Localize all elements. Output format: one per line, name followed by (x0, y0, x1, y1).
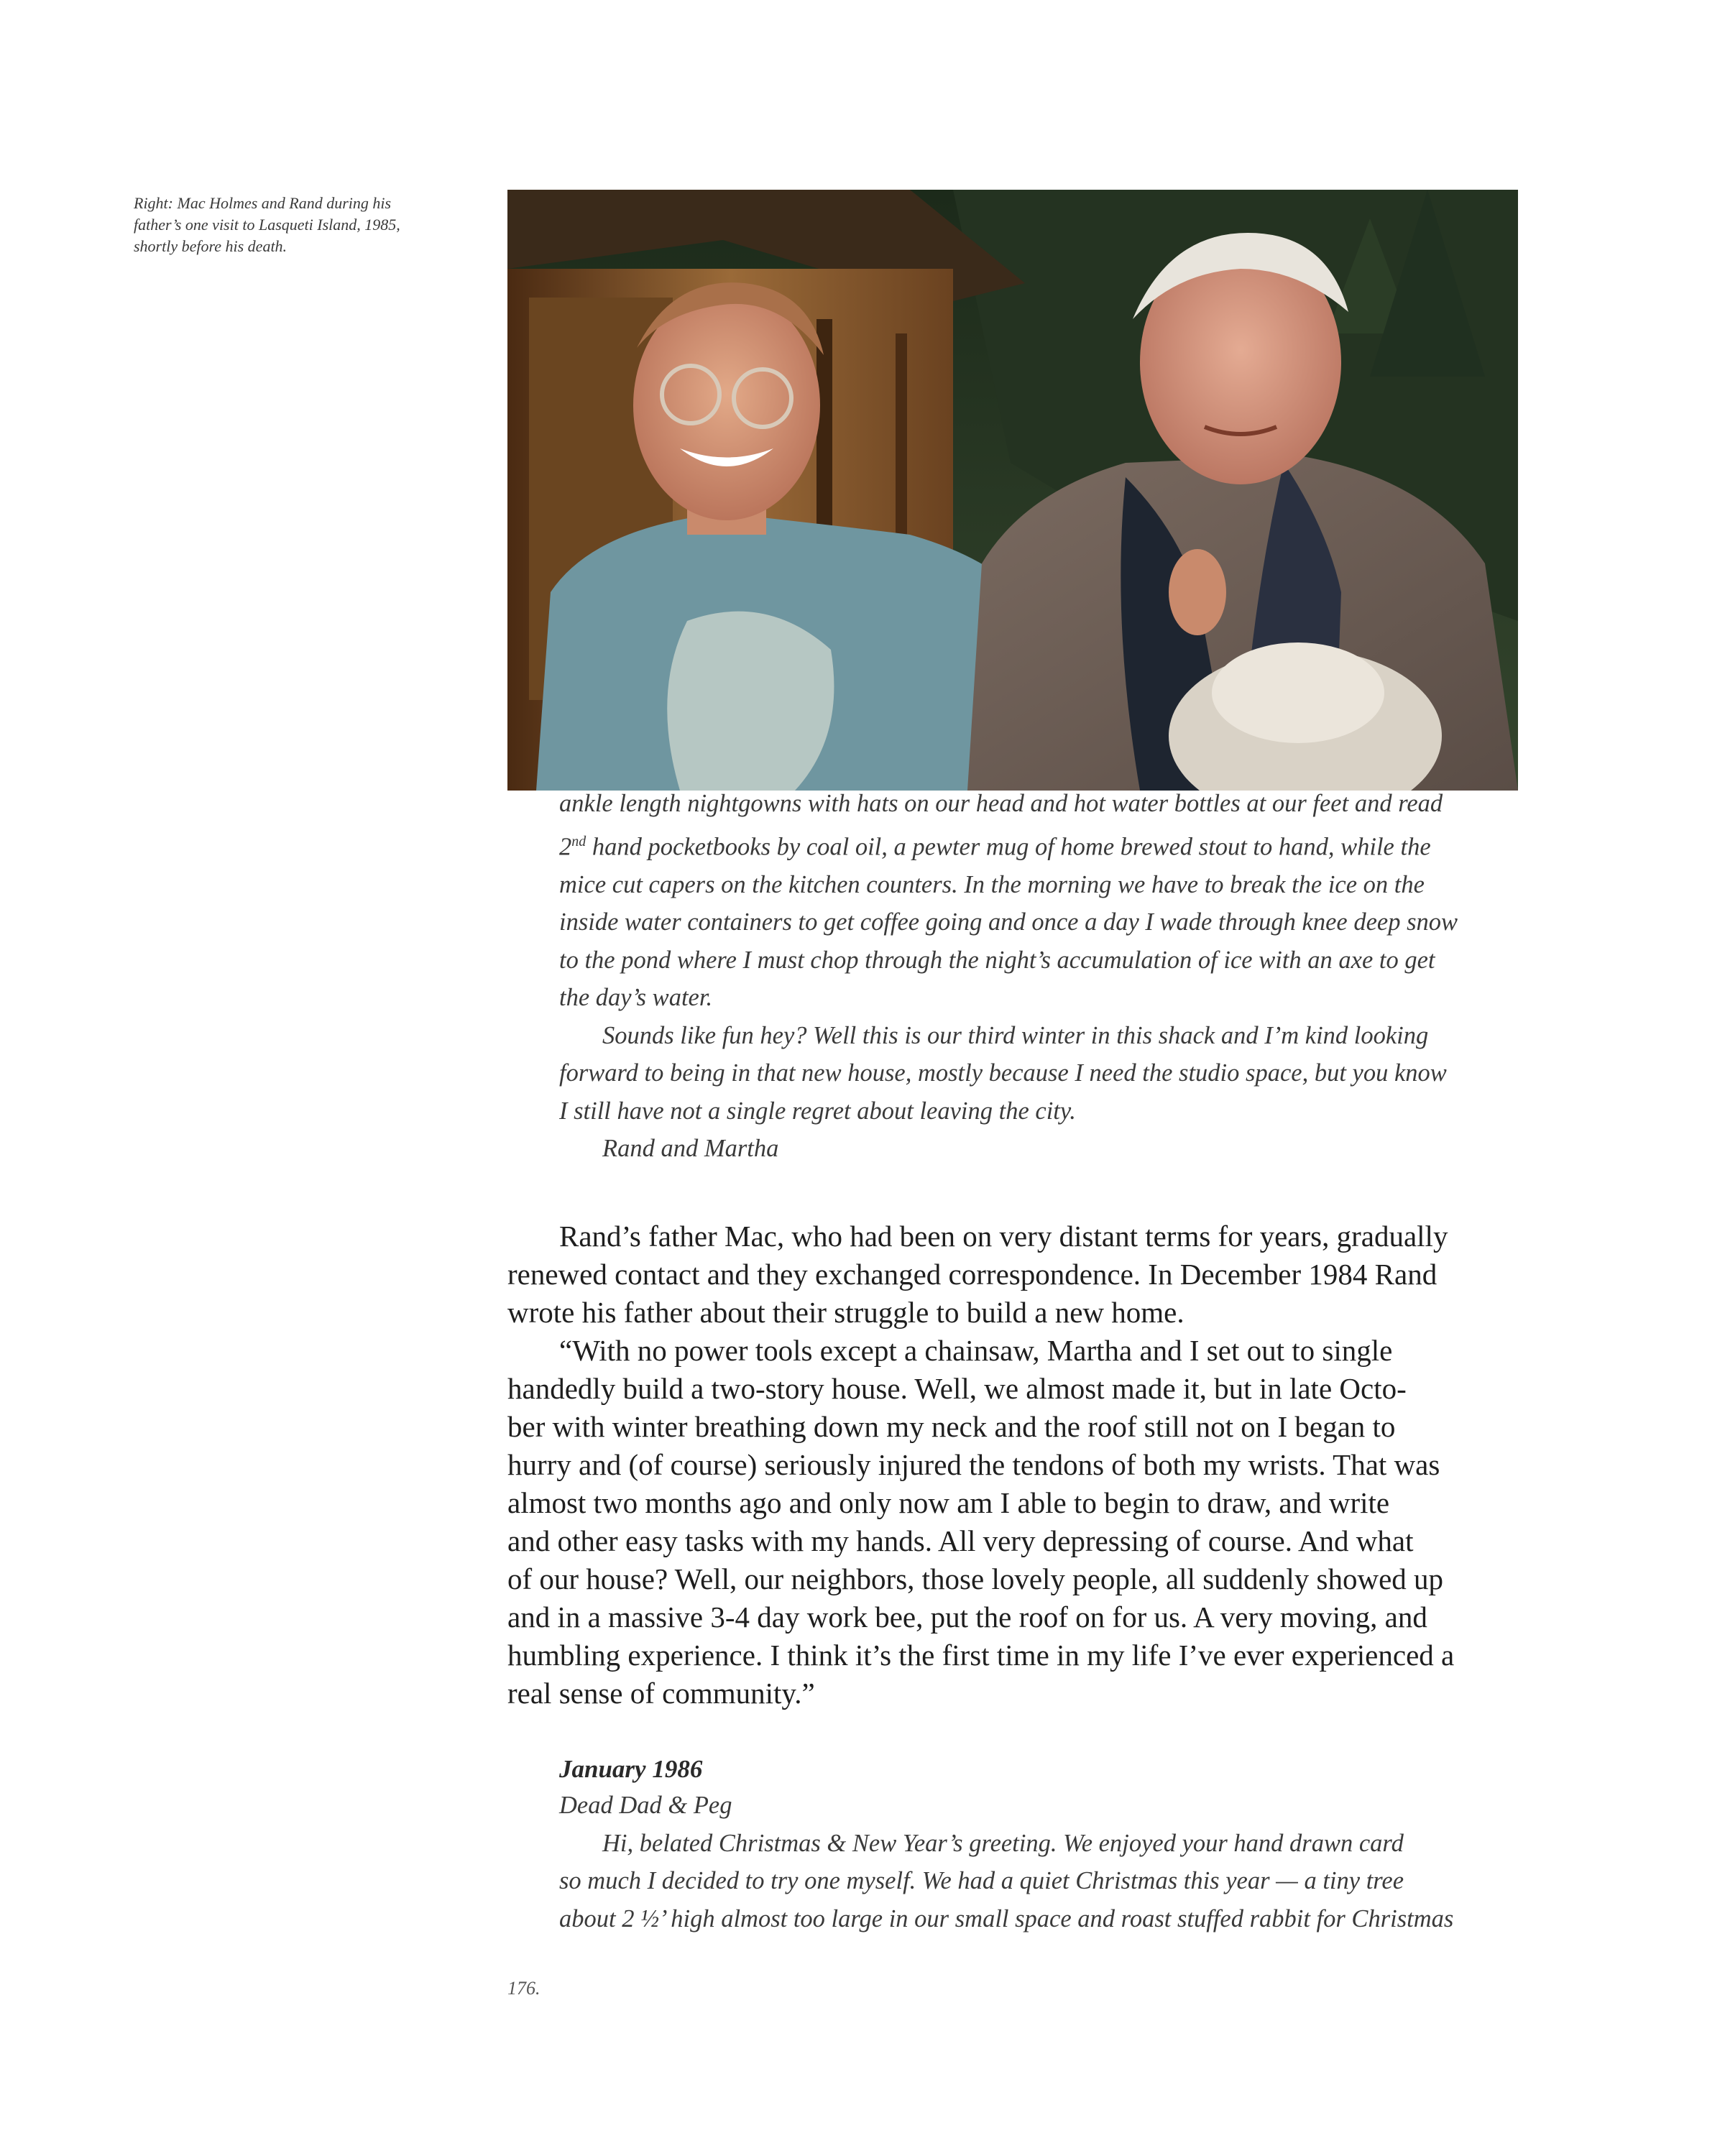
letter-line: inside water containers to get coffee going and once a day I wade through knee deep snow (559, 908, 1458, 936)
body-line: Rand’s father Mac, who had been on very distant terms for years, gradually (559, 1220, 1448, 1253)
letter-line (559, 823, 1465, 866)
caption-line: father’s one visit to Lasqueti Island, 1985, (134, 215, 400, 234)
body-line: of our house? Well, our neighbors, those lovely people, all suddenly showed up (507, 1562, 1444, 1595)
letter-line: forward to being in that new house, mostly because I need the studio space, but you know (559, 1059, 1447, 1087)
body-line: “With no power tools except a chainsaw, Martha and I set out to single (559, 1334, 1393, 1367)
body-line: renewed contact and they exchanged correspondence. In December 1984 Rand (507, 1258, 1438, 1291)
letter-line: Hi, belated Christmas & New Year’s greeting. We enjoyed your hand drawn card (602, 1829, 1404, 1857)
body-line: humbling experience. I think it’s the first time in my life I’ve ever experienced a (507, 1639, 1455, 1672)
letter-signature: Rand and Martha (602, 1135, 779, 1162)
letter-salutation: Dead Dad & Peg (559, 1792, 732, 1819)
letter-excerpt-1986 (559, 1787, 1465, 1938)
letter-line: to the pond where I must chop through the night’s accumulation of ice with an axe to get (559, 946, 1435, 974)
body-line: ber with winter breathing down my neck and the roof still not on I began to (507, 1410, 1396, 1443)
body-paragraphs (507, 1217, 1518, 1713)
caption-line: Right: Mac Holmes and Rand during his (134, 194, 392, 212)
page-number: 176. (507, 1978, 540, 1999)
letter-line-text: hand pocketbooks by coal oil, a pewter mug of home brewed stout to hand, while the (592, 833, 1431, 860)
body-line: and other easy tasks with my hands. All very depressing of course. And what (507, 1524, 1414, 1557)
caption-line: shortly before his death. (134, 236, 288, 255)
body-line: almost two months ago and only now am I able to begin to draw, and write (507, 1486, 1390, 1519)
photo-caption (134, 193, 464, 257)
ordinal-number: 2 (559, 833, 572, 860)
photo-mac-and-rand (507, 190, 1518, 791)
letter-line: ankle length nightgowns with hats on our head and hot water bottles at our feet and read (559, 790, 1443, 817)
letter-line: the day’s water. (559, 984, 713, 1011)
letter-line: Sounds like fun hey? Well this is our third winter in this shack and I’m kind looking (602, 1021, 1429, 1049)
letter-line: so much I decided to try one myself. We had a quiet Christmas this year — a tiny tree (559, 1867, 1404, 1894)
letter-line: about 2 ½’ high almost too large in our small space and roast stuffed rabbit for Christmas (559, 1904, 1454, 1932)
letter-excerpt-1985 (559, 785, 1465, 1168)
letter-line: mice cut capers on the kitchen counters. In the morning we have to break the ice on the (559, 870, 1425, 898)
letter-line: I still have not a single regret about leaving the city. (559, 1097, 1076, 1125)
body-line: handedly build a two-story house. Well, we almost made it, but in late Octo- (507, 1372, 1407, 1405)
letter-date-heading: January 1986 (559, 1755, 703, 1783)
body-line: and in a massive 3-4 day work bee, put the roof on for us. A very moving, and (507, 1600, 1427, 1634)
body-line: wrote his father about their struggle to build a new home. (507, 1296, 1184, 1329)
body-line: hurry and (of course) seriously injured the tendons of both my wrists. That was (507, 1448, 1440, 1481)
ordinal-suffix: nd (571, 833, 586, 849)
body-line: real sense of community.” (507, 1677, 815, 1710)
